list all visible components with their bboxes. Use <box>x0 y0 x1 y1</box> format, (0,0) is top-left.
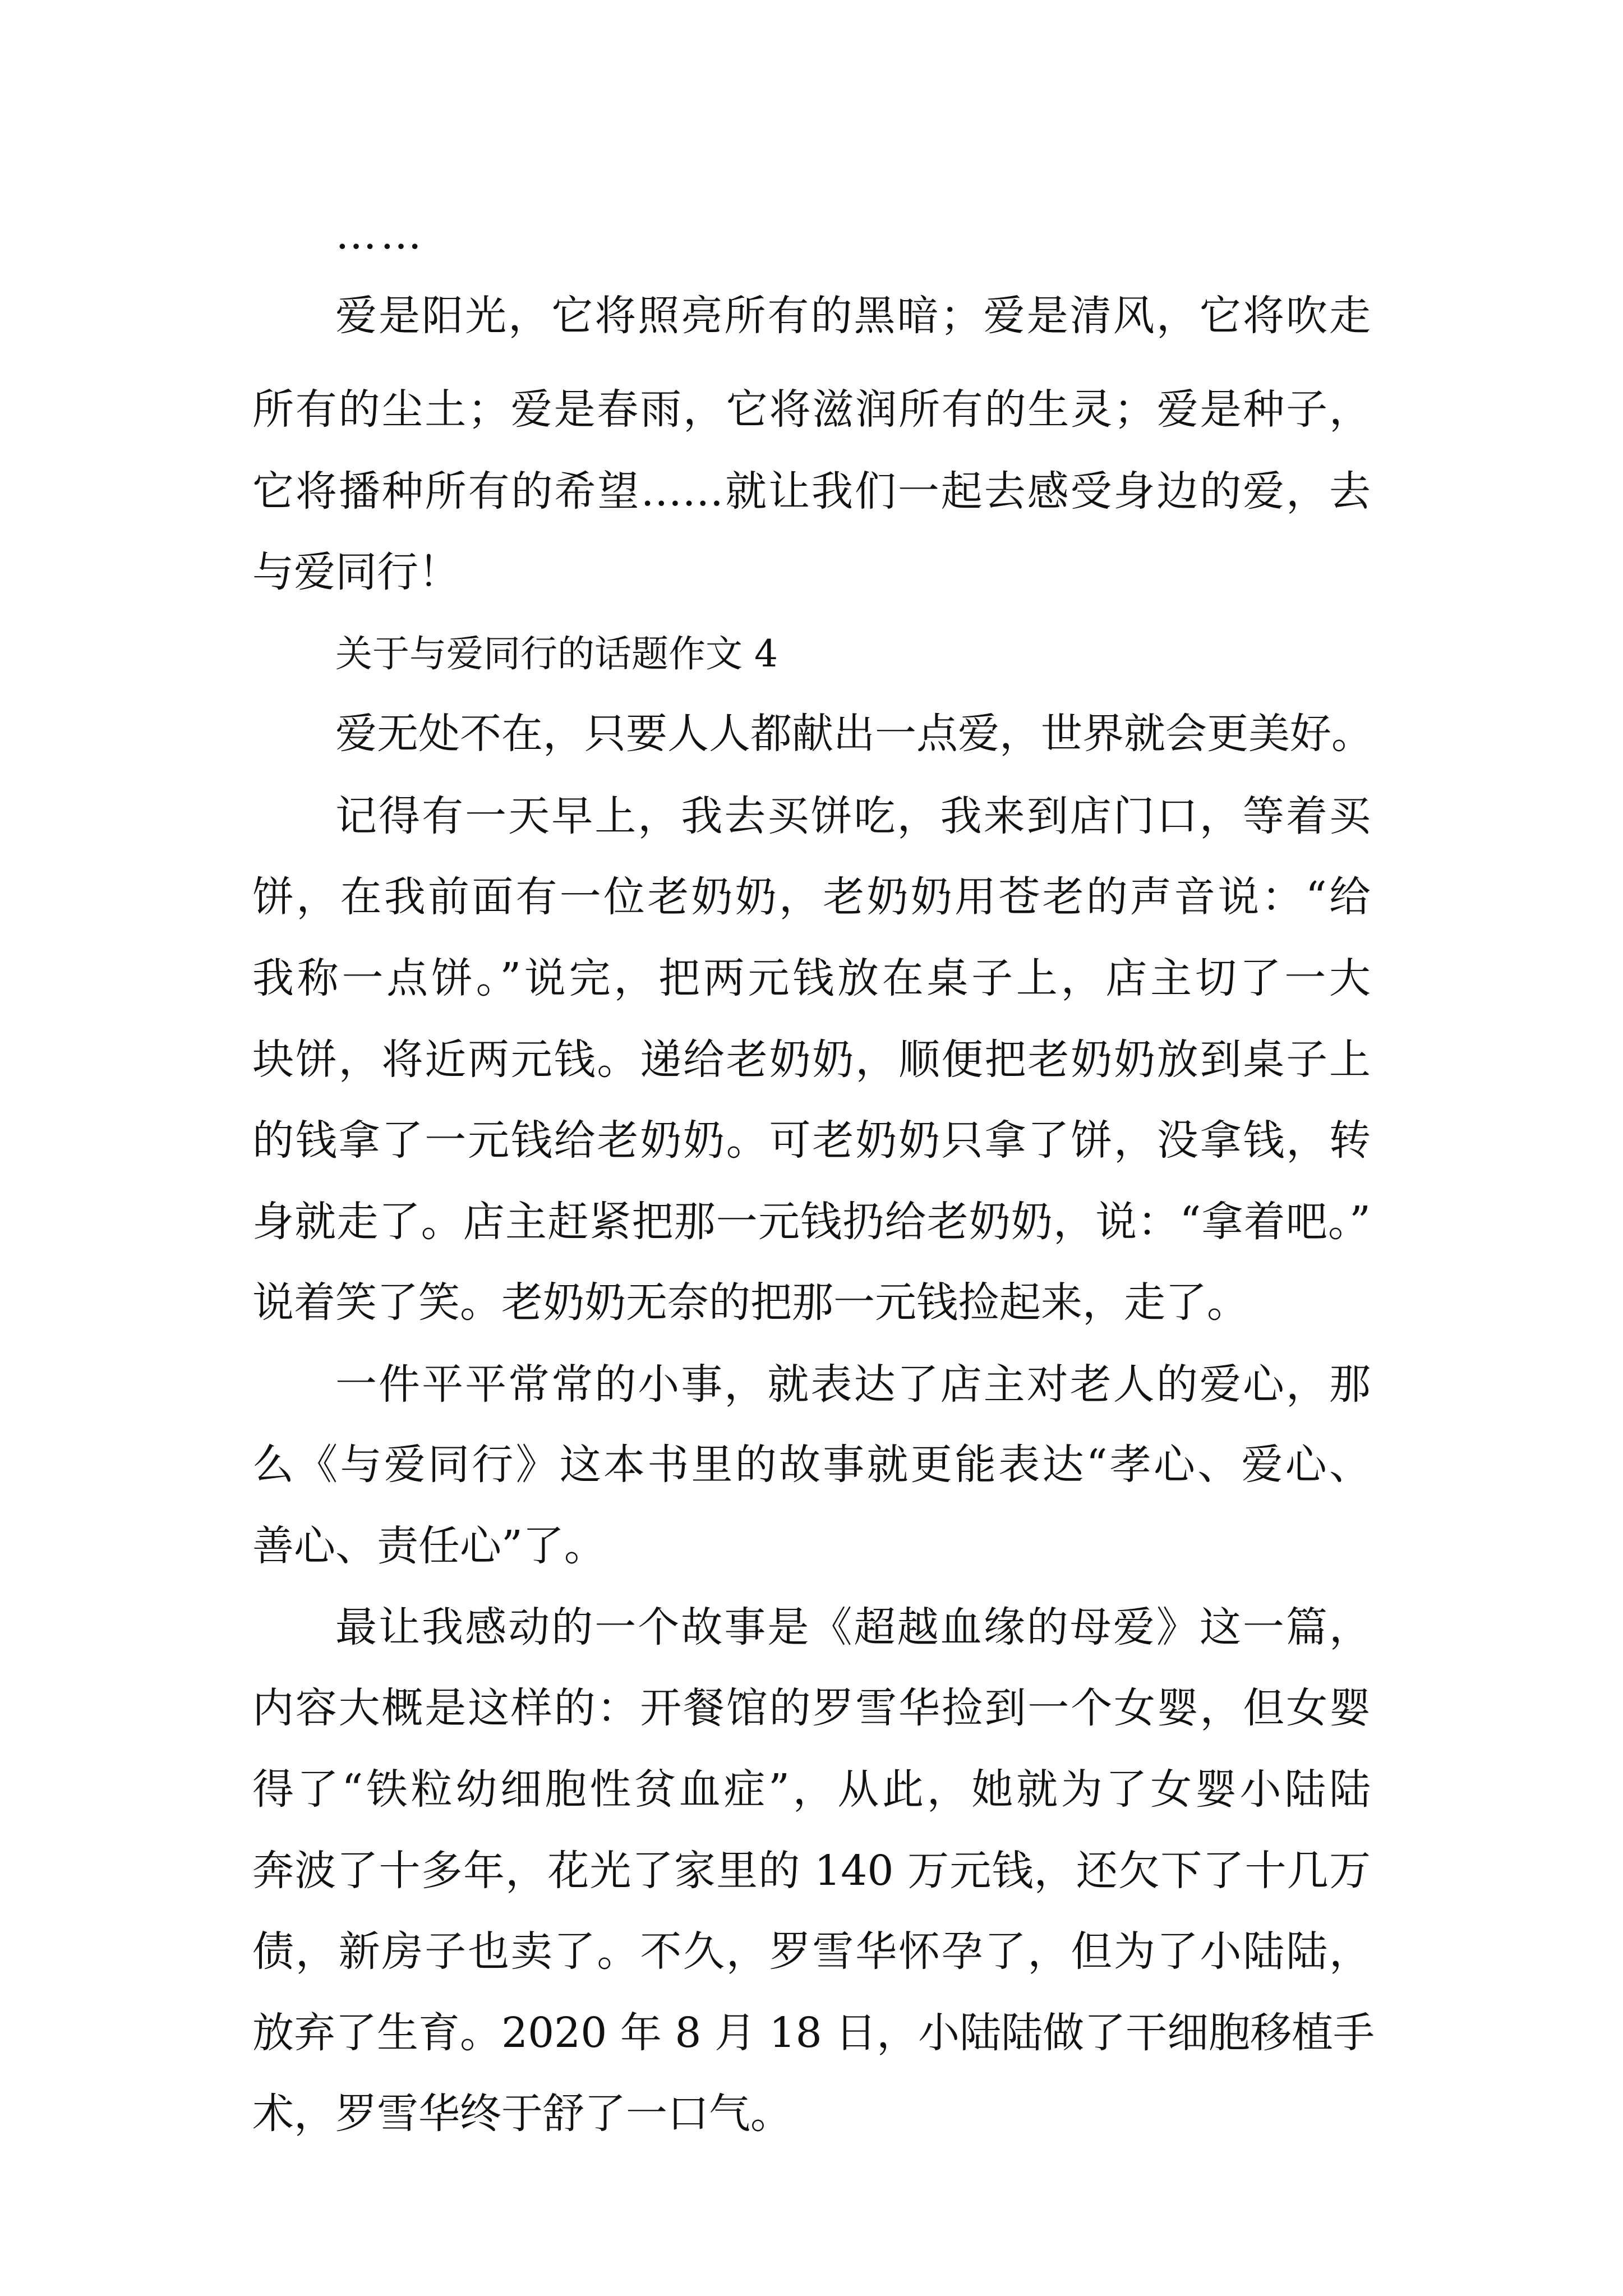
paragraph-line: 所有的尘土；爱是春雨，它将滋润所有的生灵；爱是种子， <box>252 385 1371 434</box>
paragraph-line: 与爱同行！ <box>252 548 460 596</box>
paragraph-line: 得了“铁粒幼细胞性贫血症”，从此，她就为了女婴小陆陆 <box>252 1765 1371 1814</box>
paragraph-line: 最让我感动的一个故事是《超越血缘的母爱》这一篇， <box>335 1603 1371 1651</box>
paragraph-line: 善心、责任心”了。 <box>252 1522 606 1570</box>
paragraph-line: 说着笑了笑。老奶奶无奈的把那一元钱捡起来，走了。 <box>252 1278 1248 1327</box>
paragraph-line: 奔波了十多年，花光了家里的 140 万元钱，还欠下了十几万 <box>252 1847 1371 1895</box>
paragraph-line: 记得有一天早上，我去买饼吃，我来到店门口，等着买 <box>335 792 1371 840</box>
paragraph-line: 它将播种所有的希望……就让我们一起去感受身边的爱，去 <box>252 467 1371 516</box>
paragraph-line: 饼，在我前面有一位老奶奶，老奶奶用苍老的声音说：“给 <box>252 873 1371 921</box>
essay-title: 关于与爱同行的话题作文 4 <box>335 632 778 675</box>
paragraph-line: 么《与爱同行》这本书里的故事就更能表达“孝心、爱心、 <box>252 1441 1371 1489</box>
paragraph-line: 术，罗雪华终于舒了一口气。 <box>252 2090 792 2138</box>
paragraph-line: 债，新房子也卖了。不久，罗雪华怀孕了，但为了小陆陆， <box>252 1927 1371 1976</box>
paragraph-line: 内容大概是这样的：开餐馆的罗雪华捡到一个女婴，但女婴 <box>252 1684 1371 1732</box>
paragraph-line: 一件平平常常的小事，就表达了店主对老人的爱心，那 <box>335 1360 1371 1409</box>
paragraph-line: 块饼，将近两元钱。递给老奶奶，顺便把老奶奶放到桌子上 <box>252 1036 1371 1084</box>
paragraph-line: 我称一点饼。”说完，把两元钱放在桌子上，店主切了一大 <box>252 954 1371 1002</box>
paragraph-line: 身就走了。店主赶紧把那一元钱扔给老奶奶，说：“拿着吧。” <box>252 1198 1371 1246</box>
paragraph-line: 的钱拿了一元钱给老奶奶。可老奶奶只拿了饼，没拿钱，转 <box>252 1116 1371 1165</box>
paragraph-line: 爱无处不在，只要人人都献出一点爱，世界就会更美好。 <box>335 710 1373 758</box>
ellipsis-line: …… <box>335 210 425 259</box>
paragraph-line: 放弃了生育。2020 年 8 月 18 日，小陆陆做了干细胞移植手 <box>252 2009 1375 2057</box>
paragraph-line: 爱是阳光，它将照亮所有的黑暗；爱是清风，它将吹走 <box>335 292 1371 340</box>
